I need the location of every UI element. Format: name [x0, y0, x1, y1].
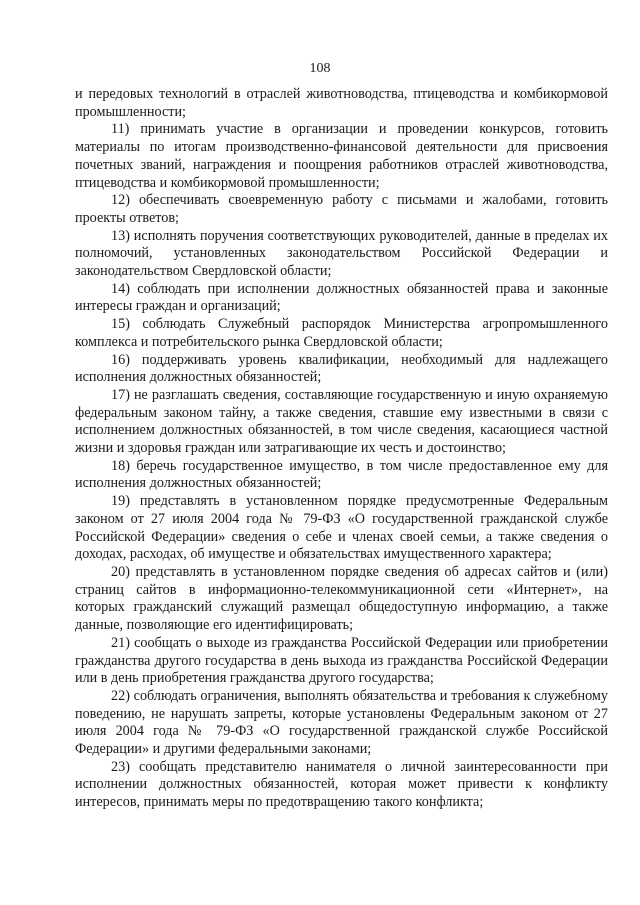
document-body: [75, 86, 608, 812]
paragraph-item-23: 23) сообщать представителю нанимателя о личной заинтересованности при исполнении должностных обязанностей, которая может привести к конфликту интересов, принимать меры по предотвращению такого конфликта;: [75, 758, 608, 811]
page-number: 108: [309, 61, 331, 76]
paragraph-item-13: 13) исполнять поручения соответствующих руководителей, данные в пределах их полномочий, установленных законодательством Российской Федерации и законодательством Свердловской области;: [75, 227, 608, 280]
paragraph-continuation: и передовых технологий в отраслей животноводства, птицеводства и комбикормовой промышленности;: [75, 86, 608, 120]
paragraph-item-12: 12) обеспечивать своевременную работу с письмами и жалобами, готовить проекты ответов;: [75, 192, 608, 226]
paragraph-item-20: 20) представлять в установленном порядке сведения об адресах сайтов и (или) страниц сайтов в информационно-телекоммуникационной сети «Интернет», на которых гражданский служащий размещал общедоступную информацию, а также данные, позволяющие его идентифицировать;: [75, 563, 608, 634]
paragraph-item-18: 18) беречь государственное имущество, в том числе предоставленное ему для исполнения должностных обязанностей;: [75, 457, 608, 492]
paragraph-item-14: 14) соблюдать при исполнении должностных обязанностей права и законные интересы граждан и организаций;: [75, 280, 608, 315]
paragraph-item-22: 22) соблюдать ограничения, выполнять обязательства и требования к служебному поведению, не нарушать запреты, которые установлены Федеральным законом от 27 июля 2004 года № 79-ФЗ «О государственной гражданской службе Российской Федерации» и другими федеральными законами;: [75, 687, 608, 758]
paragraph-item-19: 19) представлять в установленном порядке предусмотренные Федеральным законом от 27 июля 2004 года № 79-ФЗ «О государственной гражданской службе Российской Федерации» сведения о себе и членах своей семьи, а также сведения о доходах, расходах, об имуществе и обязательствах имущественного характера;: [75, 493, 608, 563]
paragraph-item-21: 21) сообщать о выходе из гражданства Российской Федерации или приобретении гражданства другого государства в день выхода из гражданства Российской Федерации или в день приобретения гражданства другого государства;: [75, 634, 608, 687]
paragraph-item-16: 16) поддерживать уровень квалификации, необходимый для надлежащего исполнения должностных обязанностей;: [75, 351, 608, 386]
paragraph-item-15: 15) соблюдать Служебный распорядок Министерства агропромышленного комплекса и потребительского рынка Свердловской области;: [75, 316, 608, 350]
paragraph-item-11: 11) принимать участие в организации и проведении конкурсов, готовить материалы по итогам производственно-финансовой деятельности для присвоения почетных званий, награждения и поощрения работников отраслей животноводства, птицеводства и комбикормовой промышленности;: [75, 121, 608, 191]
paragraph-item-17: 17) не разглашать сведения, составляющие государственную и иную охраняемую федеральным законом тайну, а также сведения, ставшие ему известными в связи с исполнением должностных обязанностей, в том числе сведения, касающиеся частной жизни и здоровья граждан или затрагивающие их честь и достоинство;: [75, 386, 608, 457]
